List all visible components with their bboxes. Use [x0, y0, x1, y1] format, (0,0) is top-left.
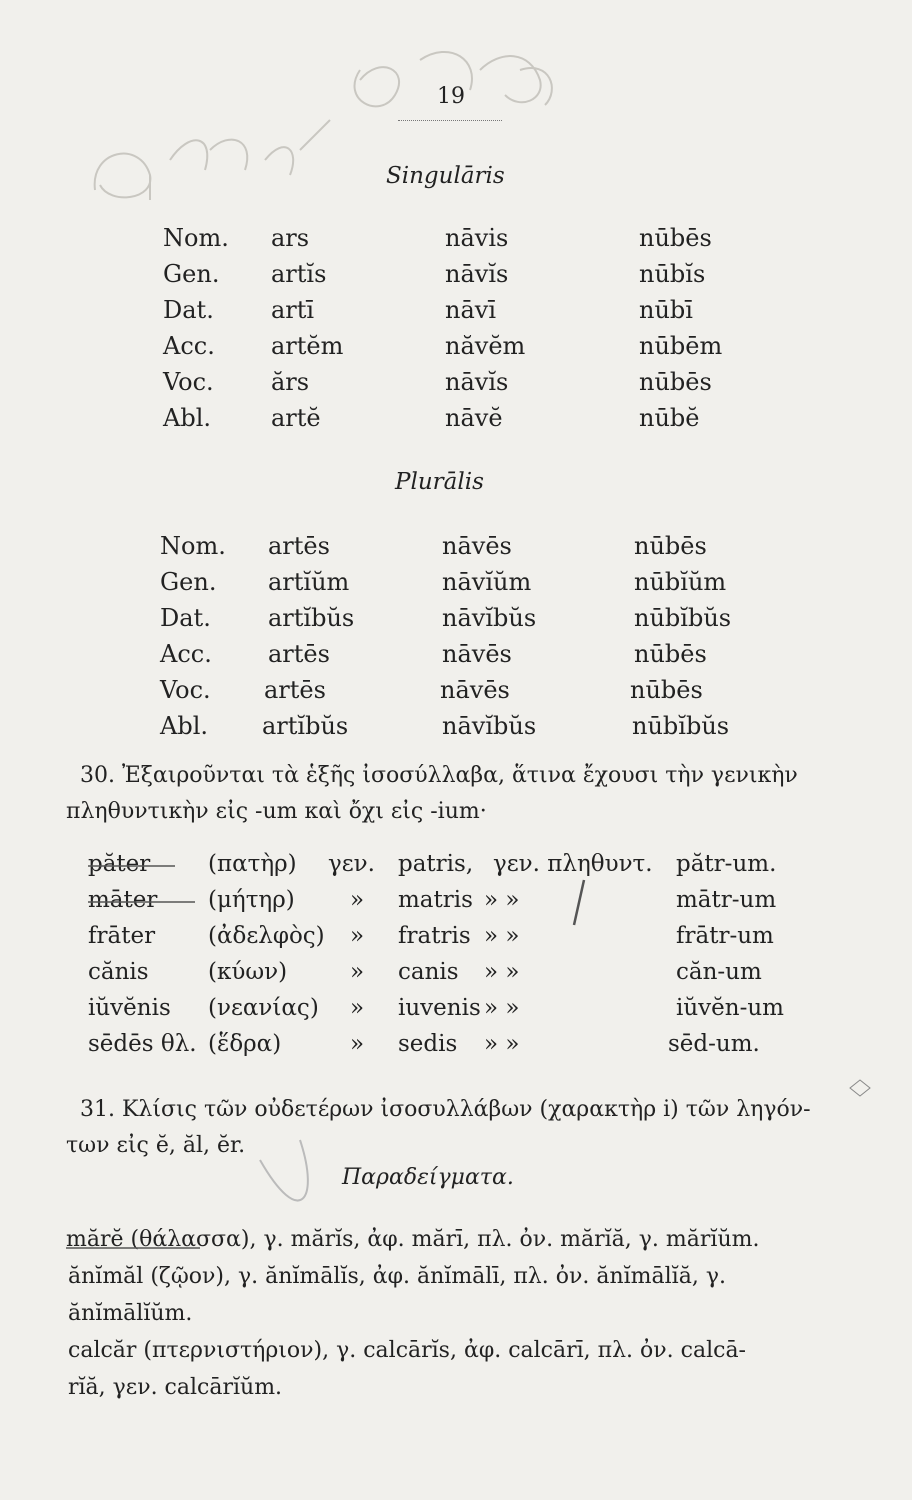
greek-gloss: (ἕδρα) [208, 1031, 282, 1057]
page-number: 19 [437, 84, 465, 109]
navis-form: nāvēs [440, 676, 510, 704]
singularis-heading: Singulāris [386, 163, 505, 189]
ars-form: artēs [268, 532, 330, 560]
case-label: Acc. [160, 640, 212, 668]
nubes-form: nūbēs [634, 640, 707, 668]
case-label: Abl. [160, 712, 208, 740]
genitive-marker: » [350, 887, 365, 913]
genitive-singular: iuvenis [398, 995, 481, 1021]
case-label: Dat. [160, 604, 211, 632]
examples-heading: Παραδείγματα. [342, 1165, 514, 1190]
nubes-form: nūbēs [634, 532, 707, 560]
case-label: Gen. [160, 568, 217, 596]
navis-form: nāvĭbŭs [442, 604, 537, 632]
navis-form: nāvĭbŭs [442, 712, 537, 740]
navis-form: nāvĕ [445, 404, 503, 432]
navis-form: nāvēs [442, 532, 512, 560]
ars-form: artēs [268, 640, 330, 668]
ars-form: artĭbŭs [268, 604, 355, 632]
example-line: calcăr (πτερνιστήριον), γ. calcārĭs, ἀφ. calcārī, πλ. ὀν. calcā- [68, 1338, 746, 1363]
latin-noun: māter [88, 887, 158, 913]
latin-noun: cănis [88, 959, 149, 985]
section-30-line-2: πληθυντικὴν εἰς -um καὶ ὄχι εἰς -ium· [66, 799, 487, 824]
genitive-singular: matris [398, 887, 473, 913]
case-label: Voc. [160, 676, 211, 704]
latin-noun: sēdēs θλ. [88, 1031, 197, 1057]
navis-form: nāvī [445, 296, 496, 324]
navis-form: nāvĭs [445, 260, 509, 288]
case-label: Nom. [160, 532, 226, 560]
plural-marker: γεν. πληθυντ. [493, 851, 653, 877]
nubes-form: nūbēs [639, 368, 712, 396]
case-label: Nom. [163, 224, 229, 252]
latin-noun: frāter [88, 923, 156, 949]
ars-form: ărs [271, 368, 310, 396]
greek-gloss: (νεανίας) [208, 995, 319, 1021]
nubes-form: nūbĭs [639, 260, 706, 288]
genitive-plural: pătr-um. [676, 851, 777, 877]
plural-marker: » » [484, 995, 520, 1021]
case-label: Abl. [163, 404, 211, 432]
ars-form: artĕm [271, 332, 344, 360]
nubes-form: nūbēs [630, 676, 703, 704]
genitive-marker: γεν. [328, 851, 375, 877]
navis-form: nāvĭs [445, 368, 509, 396]
pluralis-heading: Plurālis [395, 469, 484, 495]
plural-marker: » » [484, 959, 520, 985]
case-label: Dat. [163, 296, 214, 324]
navis-form: năvĕm [445, 332, 526, 360]
ars-form: artĭbŭs [262, 712, 349, 740]
genitive-plural: frātr-um [676, 923, 774, 949]
nubes-form: nūbĭbŭs [634, 604, 732, 632]
genitive-plural: sēd-um. [668, 1031, 760, 1057]
genitive-singular: fratris [398, 923, 471, 949]
genitive-marker: » [350, 959, 365, 985]
nubes-form: nūbī [639, 296, 693, 324]
genitive-singular: sedis [398, 1031, 458, 1057]
example-line: rĭă, γεν. calcārĭŭm. [68, 1375, 283, 1400]
navis-form: nāvĭŭm [442, 568, 532, 596]
greek-gloss: (μήτηρ) [208, 887, 295, 913]
nubes-form: nūbĭŭm [634, 568, 727, 596]
ars-form: artĭŭm [268, 568, 350, 596]
greek-gloss: (κύων) [208, 959, 288, 985]
nubes-form: nūbĕ [639, 404, 700, 432]
plural-marker: » » [484, 1031, 520, 1057]
genitive-singular: patris, [398, 851, 474, 877]
example-line: ănĭmăl (ζῷον), γ. ănĭmālĭs, ἀφ. ănĭmālī, πλ. ὀν. ănĭmālĭă, γ. [68, 1264, 726, 1289]
section-31-line-1: 31. Κλίσις τῶν οὐδετέρων ἰσοσυλλάβων (χαρακτὴρ i) τῶν ληγόν- [80, 1097, 811, 1122]
navis-form: nāvis [445, 224, 509, 252]
case-label: Voc. [163, 368, 214, 396]
section-30-line-1: 30. Ἐξαιροῦνται τὰ ἑξῆς ἰσοσύλλαβα, ἅτινα ἔχουσι τὴν γενικὴν [80, 763, 798, 788]
latin-noun: iŭvĕnis [88, 995, 171, 1021]
genitive-marker: » [350, 1031, 365, 1057]
section-31-line-2: των εἰς ĕ, ăl, ĕr. [66, 1133, 246, 1158]
case-label: Acc. [163, 332, 215, 360]
ars-form: artĭs [271, 260, 327, 288]
navis-form: nāvēs [442, 640, 512, 668]
genitive-plural: căn-um [676, 959, 762, 985]
genitive-marker: » [350, 995, 365, 1021]
ars-form: artī [271, 296, 315, 324]
example-line: mărĕ (θάλασσα), γ. mărĭs, ἀφ. mărī, πλ. ὀν. mărĭă, γ. mărĭŭm. [66, 1227, 760, 1252]
genitive-marker: » [350, 923, 365, 949]
greek-gloss: (ἀδελφὸς) [208, 923, 325, 949]
nubes-form: nūbēm [639, 332, 723, 360]
case-label: Gen. [163, 260, 220, 288]
nubes-form: nūbĭbŭs [632, 712, 730, 740]
ars-form: ars [271, 224, 310, 252]
ars-form: artĕ [271, 404, 321, 432]
nubes-form: nūbēs [639, 224, 712, 252]
ars-form: artēs [264, 676, 326, 704]
plural-marker: » » [484, 887, 520, 913]
latin-noun: păter [88, 851, 151, 877]
greek-gloss: (πατὴρ) [208, 851, 297, 877]
example-line: ănĭmālĭŭm. [68, 1301, 193, 1326]
genitive-singular: canis [398, 959, 459, 985]
genitive-plural: mātr-um [676, 887, 777, 913]
genitive-plural: iŭvĕn-um [676, 995, 784, 1021]
plural-marker: » » [484, 923, 520, 949]
